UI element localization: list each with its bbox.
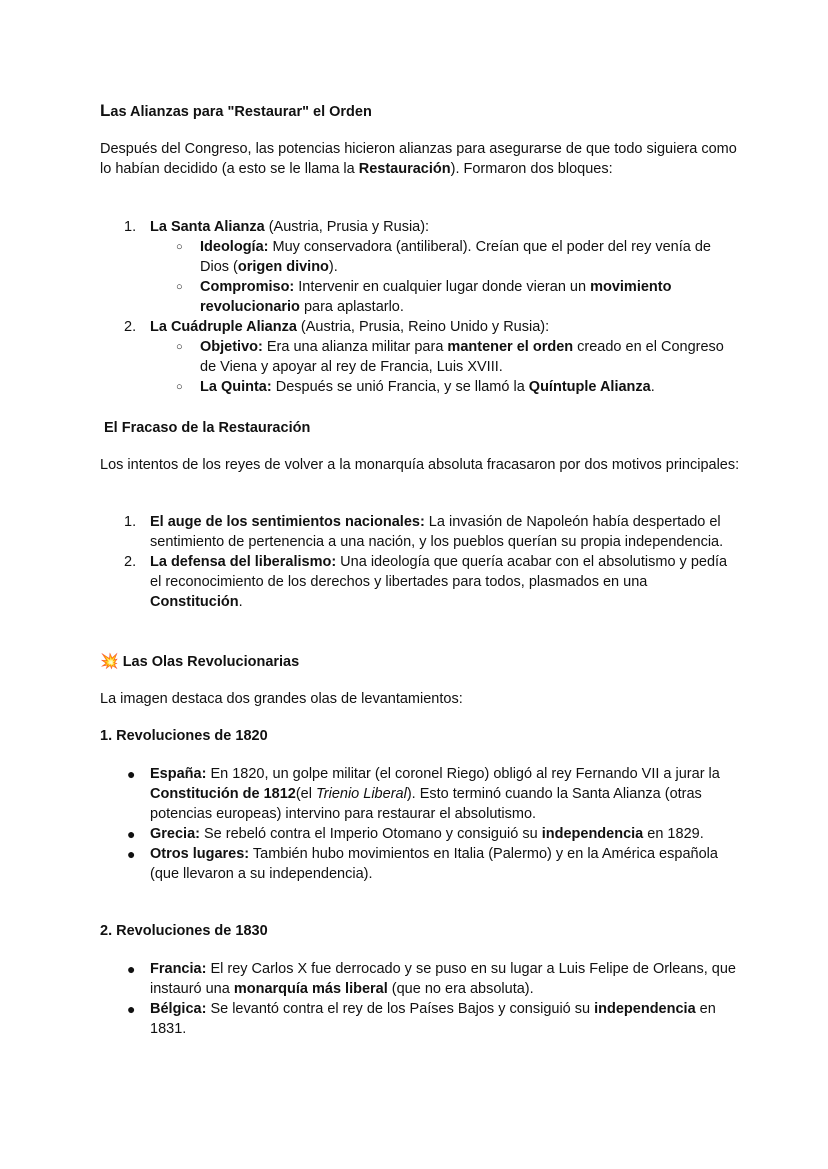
- heading-alianzas: Las Alianzas para "Restaurar" el Orden: [100, 101, 372, 120]
- list-alianzas: [100, 217, 740, 397]
- list-motivos: [100, 512, 740, 612]
- sublist-item-objetivo: ○ Objetivo: Era una alianza militar para mantener el orden creado en el Congreso de Viena y apoyar al rey de Francia, Luis XVIII.: [176, 339, 724, 375]
- bullet-dot-icon: ●: [127, 846, 136, 862]
- list-item-espana: ● España: En 1820, un golpe militar (el coronel Riego) obligó al rey Fernando VII a jurar la Constitución de 1812(el Trienio Liberal). Esto terminó cuando la Santa Alianza (otras potencias europeas) intervino para restaurar el absolutismo.: [127, 766, 720, 822]
- list-item-otros-lugares: ● Otros lugares: También hubo movimientos en Italia (Palermo) y en la América española (que llevaron a su independencia).: [127, 846, 718, 882]
- list-item-francia: ● Francia: El rey Carlos X fue derrocado y se puso en su lugar a Luis Felipe de Orleans, que instauró una monarquía más liberal (que no era absoluta).: [127, 961, 736, 997]
- heading-revoluciones-1820: 1. Revoluciones de 1820: [100, 728, 268, 744]
- list-revoluciones-1830: [100, 959, 740, 1039]
- heading-fracaso: El Fracaso de la Restauración: [104, 420, 311, 436]
- list-item-grecia: ● Grecia: Se rebeló contra el Imperio Otomano y consiguió su independencia en 1829.: [127, 826, 704, 842]
- heading-revoluciones-1830: 2. Revoluciones de 1830: [100, 923, 268, 939]
- sublist-item-compromiso: ○ Compromiso: Intervenir en cualquier lugar donde vieran un movimiento revolucionario para aplastarlo.: [176, 279, 672, 315]
- heading-olas: 💥 Las Olas Revolucionarias: [100, 653, 300, 670]
- bullet-dot-icon: ●: [127, 1001, 136, 1017]
- list-item-santa-alianza: 1. La Santa Alianza (Austria, Prusia y Rusia):: [124, 219, 430, 235]
- bullet-dot-icon: ●: [127, 826, 136, 842]
- bullet-circle-icon: ○: [176, 281, 183, 293]
- paragraph-intro-fracaso: Los intentos de los reyes de volver a la monarquía absoluta fracasaron por dos motivos principales:: [100, 457, 740, 473]
- list-revoluciones-1820: [100, 764, 740, 884]
- bullet-circle-icon: ○: [176, 381, 183, 393]
- bullet-circle-icon: ○: [176, 341, 183, 353]
- list-item-sentimientos-nacionales: 1. El auge de los sentimientos nacionales: La invasión de Napoleón había despertado el sentimiento de pertenencia a una nación, y los pueblos querían su propia independencia.: [124, 514, 724, 550]
- list-item-belgica: ● Bélgica: Se levantó contra el rey de los Países Bajos y consiguió su independencia en 1831.: [127, 1001, 716, 1037]
- bullet-dot-icon: ●: [127, 961, 136, 977]
- bullet-circle-icon: ○: [176, 241, 183, 253]
- explosion-icon: 💥: [100, 653, 119, 670]
- list-item-liberalismo: 2. La defensa del liberalismo: Una ideología que quería acabar con el absolutismo y pedía el reconocimiento de los derechos y libertades para todos, plasmados en una Constitución.: [124, 554, 728, 610]
- list-item-cuadruple-alianza: 2. La Cuádruple Alianza (Austria, Prusia, Reino Unido y Rusia):: [124, 319, 550, 335]
- sublist-item-ideologia: ○ Ideología: Muy conservadora (antiliberal). Creían que el poder del rey venía de Dios (origen divino).: [176, 239, 711, 275]
- sublist-item-quinta: ○ La Quinta: Después se unió Francia, y se llamó la Quíntuple Alianza.: [176, 379, 655, 395]
- paragraph-intro-olas: La imagen destaca dos grandes olas de levantamientos:: [100, 691, 463, 707]
- paragraph-intro-alianzas: Después del Congreso, las potencias hicieron alianzas para asegurarse de que todo siguiera como lo habían decidido (a esto se le llama la Restauración). Formaron dos bloques:: [100, 141, 737, 177]
- bullet-dot-icon: ●: [127, 766, 136, 782]
